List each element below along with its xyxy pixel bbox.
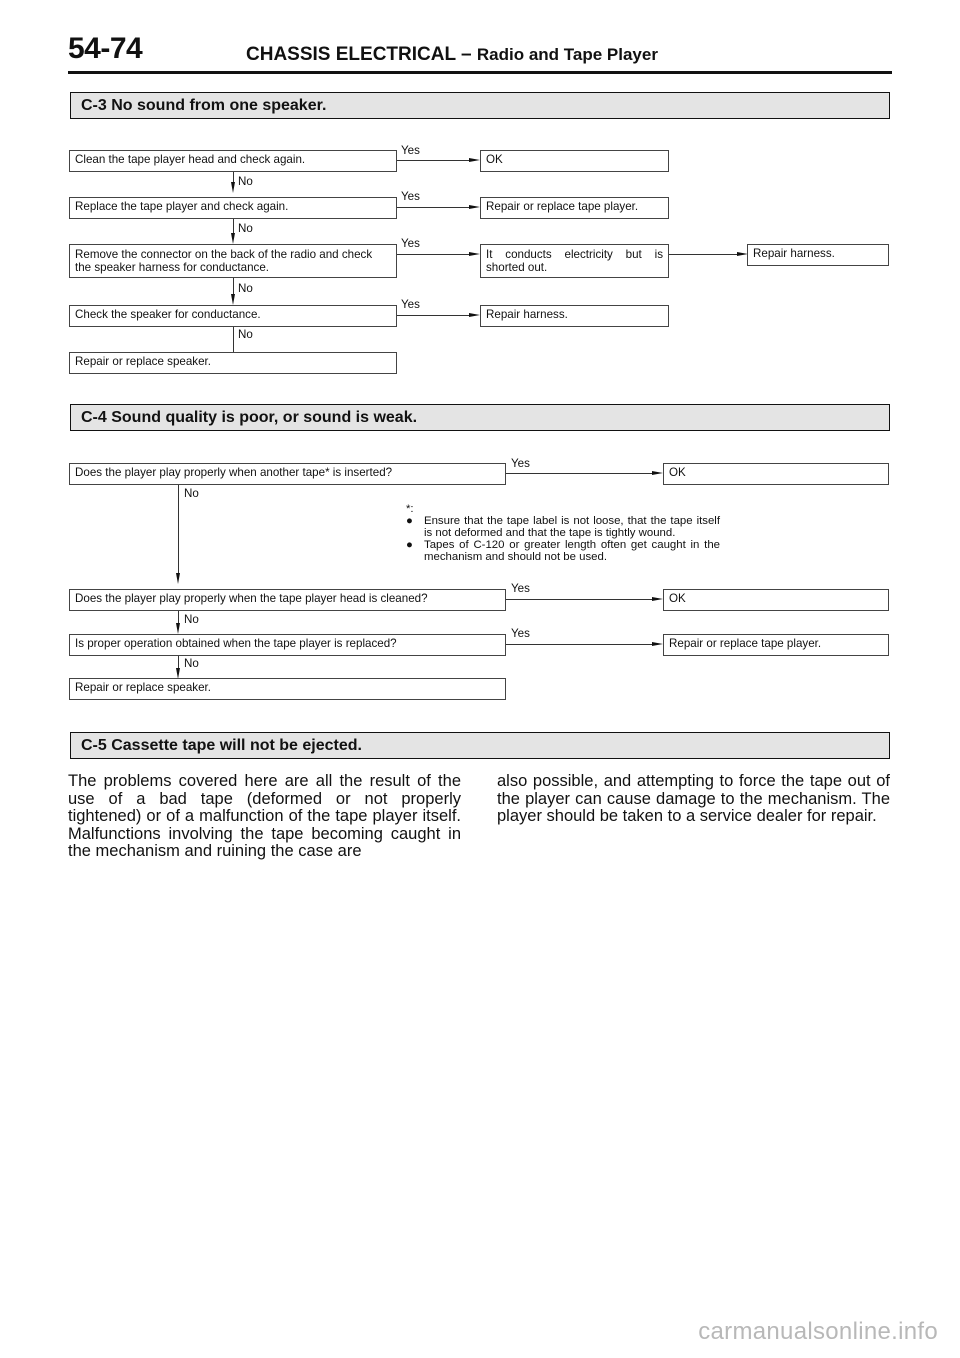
- c3-step1-no-line: [233, 172, 234, 182]
- c4-step1-yes-arrow: [652, 471, 663, 475]
- c3-step1-yes-label: Yes: [401, 144, 420, 157]
- c3-step2-yes-label: Yes: [401, 190, 420, 203]
- c4-step2-no-line: [178, 611, 179, 623]
- section-c4-title: C-4 Sound quality is poor, or sound is weak.: [70, 404, 890, 431]
- c4-step2-yes-line: [506, 599, 652, 600]
- footnote-bullet-1-text: Ensure that the tape label is not loose, that the tape itself is not deformed and that the tape is tightly wound.: [424, 515, 720, 539]
- footnote-bullet-2-text: Tapes of C-120 or greater length often get caught in the mechanism and should not be used.: [424, 539, 720, 563]
- c3-step1-yes-arrow: [469, 158, 480, 162]
- c4-step2-no-label: No: [184, 613, 199, 626]
- c4-step4-box: Repair or replace speaker.: [69, 678, 506, 700]
- c4-step2-box: Does the player play properly when the tape player head is cleaned?: [69, 589, 506, 611]
- c4-step3-result-box: Repair or replace tape player.: [663, 634, 889, 656]
- c3-step1-box: Clean the tape player head and check again.: [69, 150, 397, 172]
- c5-paragraph-left: The problems covered here are all the result of the use of a bad tape (deformed or not properly tightened) or of a malfunction of the tape player itself. Malfunctions involving the tape becoming caught in the mechanism and ruining the case are: [68, 772, 461, 860]
- c3-step2-yes-arrow: [469, 205, 480, 209]
- c3-step3-result2-line: [669, 254, 737, 255]
- c4-step1-no-line: [178, 485, 179, 573]
- watermark: carmanualsonline.info: [698, 1318, 938, 1345]
- page-number: 54-74: [68, 32, 143, 65]
- c4-step3-yes-line: [506, 644, 652, 645]
- c4-step3-no-label: No: [184, 657, 199, 670]
- footnote-bullet-1: [406, 515, 720, 539]
- c3-step4-box: Check the speaker for conductance.: [69, 305, 397, 327]
- bullet-dot-icon: ●: [406, 539, 413, 551]
- c3-step3-no-arrow: [231, 294, 235, 305]
- c3-step3-box: Remove the connector on the back of the radio and check the speaker harness for conductance.: [69, 244, 397, 278]
- header-dash: –: [461, 44, 472, 65]
- c3-step2-no-arrow: [231, 233, 235, 244]
- c3-step2-box: Replace the tape player and check again.: [69, 197, 397, 219]
- c5-paragraph-right: also possible, and attempting to force the tape out of the player can cause damage to the mechanism. The player should be taken to a service dealer for repair.: [497, 772, 890, 825]
- c4-step3-box: Is proper operation obtained when the tape player is replaced?: [69, 634, 506, 656]
- c4-step2-yes-arrow: [652, 597, 663, 601]
- page-header-title: [246, 44, 658, 66]
- c4-step1-yes-line: [506, 473, 652, 474]
- c3-step2-no-label: No: [238, 222, 253, 235]
- c3-step4-yes-arrow: [469, 313, 480, 317]
- tape-footnote: [406, 503, 720, 563]
- section-c3-title: C-3 No sound from one speaker.: [70, 92, 890, 119]
- c3-step1-yes-line: [397, 160, 469, 161]
- topic-title: Radio and Tape Player: [476, 45, 658, 64]
- c3-step1-no-label: No: [238, 175, 253, 188]
- c3-step2-yes-line: [397, 207, 469, 208]
- c4-step1-result-box: OK: [663, 463, 889, 485]
- c4-step3-yes-label: Yes: [511, 627, 530, 640]
- c4-step1-box: Does the player play properly when another tape* is inserted?: [69, 463, 506, 485]
- c3-step3-yes-line: [397, 254, 469, 255]
- c3-step2-result-box: Repair or replace tape player.: [480, 197, 669, 219]
- c3-step2-no-line: [233, 219, 234, 233]
- c3-step1-result-box: OK: [480, 150, 669, 172]
- c4-step1-yes-label: Yes: [511, 457, 530, 470]
- c3-step3-no-label: No: [238, 282, 253, 295]
- c4-step1-no-arrow: [176, 573, 180, 584]
- c3-step3-no-line: [233, 278, 234, 294]
- c3-step3-result2-box: Repair harness.: [747, 244, 889, 266]
- c3-step4-yes-label: Yes: [401, 298, 420, 311]
- c4-step2-yes-label: Yes: [511, 582, 530, 595]
- chapter-title: CHASSIS ELECTRICAL: [246, 44, 456, 65]
- c3-step3-yes-label: Yes: [401, 237, 420, 250]
- c3-step5-box: Repair or replace speaker.: [69, 352, 397, 374]
- header-rule: [68, 71, 892, 74]
- c4-step3-no-line: [178, 656, 179, 668]
- footnote-marker: *:: [406, 503, 414, 515]
- bullet-dot-icon: ●: [406, 515, 413, 527]
- c4-step1-no-label: No: [184, 487, 199, 500]
- c3-step3-result-box: It conducts electricity but is shorted out.: [480, 244, 669, 278]
- c3-step4-yes-line: [397, 315, 469, 316]
- c3-step3-yes-arrow: [469, 252, 480, 256]
- c4-step2-result-box: OK: [663, 589, 889, 611]
- c3-step4-result-box: Repair harness.: [480, 305, 669, 327]
- c4-step2-no-arrow: [176, 623, 180, 634]
- footnote-bullet-2: [406, 539, 720, 563]
- c3-step4-no-label: No: [238, 328, 253, 341]
- section-c5-title: C-5 Cassette tape will not be ejected.: [70, 732, 890, 759]
- c4-step3-yes-arrow: [652, 642, 663, 646]
- c3-step1-no-arrow: [231, 182, 235, 193]
